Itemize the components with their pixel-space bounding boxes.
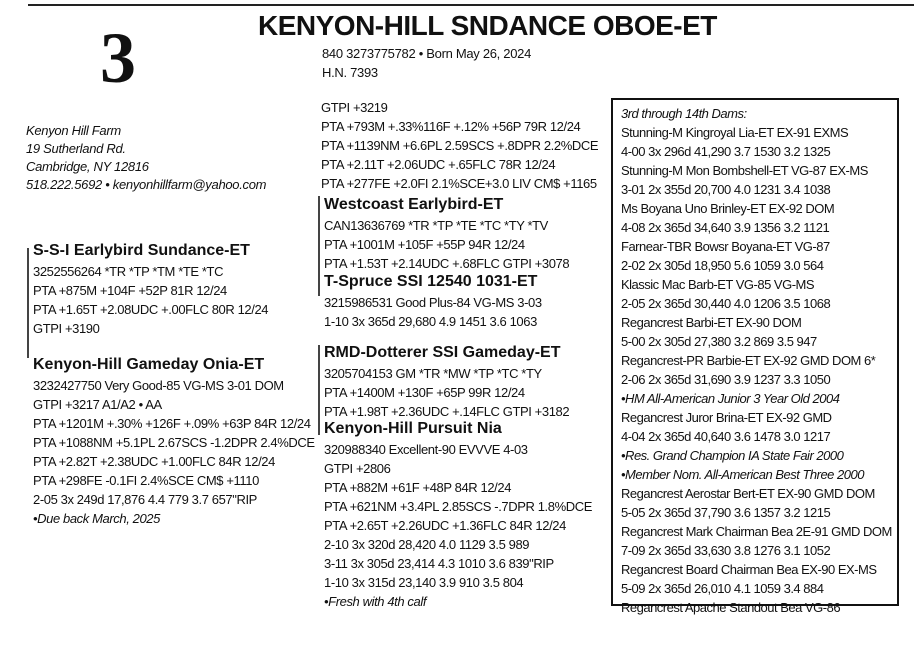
dam-info-line: GTPI +3217 A1/A2 • AA xyxy=(33,397,162,412)
farm-contact: 518.222.5692 • kenyonhillfarm@yahoo.com xyxy=(26,177,267,192)
dams-line: Regancrest Juror Brina-ET EX-92 GMD xyxy=(621,410,832,425)
sire-sire-name: Westcoast Earlybird-ET xyxy=(324,196,504,213)
dams-line: 5-09 2x 365d 26,010 4.1 1059 3.4 884 xyxy=(621,581,824,596)
farm-name: Kenyon Hill Farm xyxy=(26,123,121,138)
dams-line: Regancrest Mark Chairman Bea 2E-91 GMD DOM xyxy=(621,524,892,539)
sire-dam-info-line: 3215986531 Good Plus-84 VG-MS 3-03 xyxy=(324,295,542,310)
dams-line: 3-01 2x 355d 20,700 4.0 1231 3.4 1038 xyxy=(621,182,831,197)
dam-dam-info-line: 3-11 3x 305d 23,414 4.3 1010 3.6 839"RIP xyxy=(324,556,554,571)
sire-dam-name: T-Spruce SSI 12540 1031-ET xyxy=(324,273,538,290)
farm-address: 19 Sutherland Rd. xyxy=(26,141,126,156)
dam-dam-info-line: GTPI +2806 xyxy=(324,461,391,476)
animal-name: KENYON-HILL SNDANCE OBOE-ET xyxy=(258,10,717,41)
genomic-line: GTPI +3219 xyxy=(321,100,388,115)
dam-dam-info-line: PTA +621NM +3.4PL 2.85SCS -.7DPR 1.8%DCE xyxy=(324,499,592,514)
dam-sire-info-line: 3205704153 GM *TR *MW *TP *TC *TY xyxy=(324,366,542,381)
dams-line: •Member Nom. All-American Best Three 2000 xyxy=(621,467,864,482)
sire-block xyxy=(33,240,268,338)
genomic-line: PTA +277FE +2.0FI 2.1%SCE+3.0 LIV CM$ +1165 xyxy=(321,176,597,191)
dam-info-line: PTA +1088NM +5.1PL 2.67SCS -1.2DPR 2.4%DCE xyxy=(33,435,315,450)
dams-line: Regancrest Board Chairman Bea EX-90 EX-MS xyxy=(621,562,877,577)
dam-sire-info-line: PTA +1.98T +2.36UDC +.14FLC GTPI +3182 xyxy=(324,404,570,419)
dams-line: 2-06 2x 365d 31,690 3.9 1237 3.3 1050 xyxy=(621,372,831,387)
genomic-line: PTA +1139NM +6.6PL 2.59SCS +.8DPR 2.2%DCE xyxy=(321,138,599,153)
dam-info-line: PTA +2.82T +2.38UDC +1.00FLC 84R 12/24 xyxy=(33,454,275,469)
dam-note: •Due back March, 2025 xyxy=(33,511,160,526)
dams-box xyxy=(611,98,899,615)
dams-line: Regancrest Barbi-ET EX-90 DOM xyxy=(621,315,802,330)
dams-line: 5-00 2x 305d 27,380 3.2 869 3.5 947 xyxy=(621,334,817,349)
dams-line: Regancrest Apache Standout Bea VG-86 xyxy=(621,600,841,615)
dams-line: 2-05 2x 365d 30,440 4.0 1206 3.5 1068 xyxy=(621,296,831,311)
sire-info-line: PTA +1.65T +2.08UDC +.00FLC 80R 12/24 xyxy=(33,302,269,317)
dam-sire-block xyxy=(324,342,569,421)
dam-dam-block xyxy=(324,418,592,611)
dam-info-line: 2-05 3x 249d 17,876 4.4 779 3.7 657"RIP xyxy=(33,492,257,507)
dam-info-line: PTA +298FE -0.1FI 2.4%SCE CM$ +1110 xyxy=(33,473,259,488)
sire-sire-block xyxy=(324,194,569,273)
dams-line: Regancrest Aerostar Bert-ET EX-90 GMD DOM xyxy=(621,486,875,501)
dams-line: Klassic Mac Barb-ET VG-85 VG-MS xyxy=(621,277,815,292)
genomic-line: PTA +793M +.33%116F +.12% +56P 79R 12/24 xyxy=(321,119,581,134)
dam-sire-info-line: PTA +1400M +130F +65P 99R 12/24 xyxy=(324,385,525,400)
dam-dam-info-line: 2-10 3x 320d 28,420 4.0 1129 3.5 989 xyxy=(324,537,530,552)
sire-sire-bracket xyxy=(318,196,320,296)
sire-bracket xyxy=(27,248,29,358)
dam-dam-info-line: 320988340 Excellent-90 EVVVE 4-03 xyxy=(324,442,528,457)
dam-dam-info-line: 1-10 3x 315d 23,140 3.9 910 3.5 804 xyxy=(324,575,524,590)
dam-block xyxy=(33,354,315,528)
dams-line: Regancrest-PR Barbie-ET EX-92 GMD DOM 6* xyxy=(621,353,876,368)
lot-number: 3 xyxy=(100,18,136,98)
farm-city: Cambridge, NY 12816 xyxy=(26,159,149,174)
dam-dam-note: •Fresh with 4th calf xyxy=(324,594,427,609)
genomic-line: PTA +2.11T +2.06UDC +.65FLC 78R 12/24 xyxy=(321,157,556,172)
consignor-info xyxy=(26,122,266,194)
dam-dam-name: Kenyon-Hill Pursuit Nia xyxy=(324,420,502,437)
dams-line: 5-05 2x 365d 37,790 3.6 1357 3.2 1215 xyxy=(621,505,831,520)
top-rule xyxy=(28,4,914,6)
dams-line: Ms Boyana Uno Brinley-ET EX-92 DOM xyxy=(621,201,835,216)
dam-info-line: PTA +1201M +.30% +126F +.09% +63P 84R 12/24 xyxy=(33,416,311,431)
dam-name: Kenyon-Hill Gameday Onia-ET xyxy=(33,356,265,373)
dams-line: 4-00 3x 296d 41,290 3.7 1530 3.2 1325 xyxy=(621,144,831,159)
animal-genomics xyxy=(321,98,598,193)
dams-heading: 3rd through 14th Dams: xyxy=(621,106,747,121)
sire-info-line: 3252556264 *TR *TP *TM *TE *TC xyxy=(33,264,224,279)
dams-line: •Res. Grand Champion IA State Fair 2000 xyxy=(621,448,844,463)
sire-dam-block xyxy=(324,271,542,331)
dams-line: 4-04 2x 365d 40,640 3.6 1478 3.0 1217 xyxy=(621,429,831,444)
herd-number: H.N. 7393 xyxy=(322,65,378,80)
dam-sire-name: RMD-Dotterer SSI Gameday-ET xyxy=(324,344,561,361)
sire-name: S-S-I Earlybird Sundance-ET xyxy=(33,242,250,259)
sire-info-line: PTA +875M +104F +52P 81R 12/24 xyxy=(33,283,227,298)
dam-sire-bracket xyxy=(318,345,320,435)
dam-dam-info-line: PTA +882M +61F +48P 84R 12/24 xyxy=(324,480,512,495)
sire-info-line: GTPI +3190 xyxy=(33,321,100,336)
sire-sire-info-line: CAN13636769 *TR *TP *TE *TC *TY *TV xyxy=(324,218,548,233)
dams-line: Farnear-TBR Bowsr Boyana-ET VG-87 xyxy=(621,239,830,254)
dams-line: Stunning-M Kingroyal Lia-ET EX-91 EXMS xyxy=(621,125,849,140)
sire-sire-info-line: PTA +1.53T +2.14UDC +.68FLC GTPI +3078 xyxy=(324,256,570,271)
dam-dam-info-line: PTA +2.65T +2.26UDC +1.36FLC 84R 12/24 xyxy=(324,518,566,533)
dams-line: 4-08 2x 365d 34,640 3.9 1356 3.2 1121 xyxy=(621,220,830,235)
dams-line: Stunning-M Mon Bombshell-ET VG-87 EX-MS xyxy=(621,163,868,178)
sire-dam-info-line: 1-10 3x 365d 29,680 4.9 1451 3.6 1063 xyxy=(324,314,537,329)
sire-sire-info-line: PTA +1001M +105F +55P 94R 12/24 xyxy=(324,237,525,252)
dams-line: 2-02 2x 305d 18,950 5.6 1059 3.0 564 xyxy=(621,258,824,273)
registration-line: 840 3273775782 • Born May 26, 2024 xyxy=(322,46,532,61)
dams-line: 7-09 2x 365d 33,630 3.8 1276 3.1 1052 xyxy=(621,543,831,558)
dams-line: •HM All-American Junior 3 Year Old 2004 xyxy=(621,391,840,406)
dam-info-line: 3232427750 Very Good-85 VG-MS 3-01 DOM xyxy=(33,378,284,393)
